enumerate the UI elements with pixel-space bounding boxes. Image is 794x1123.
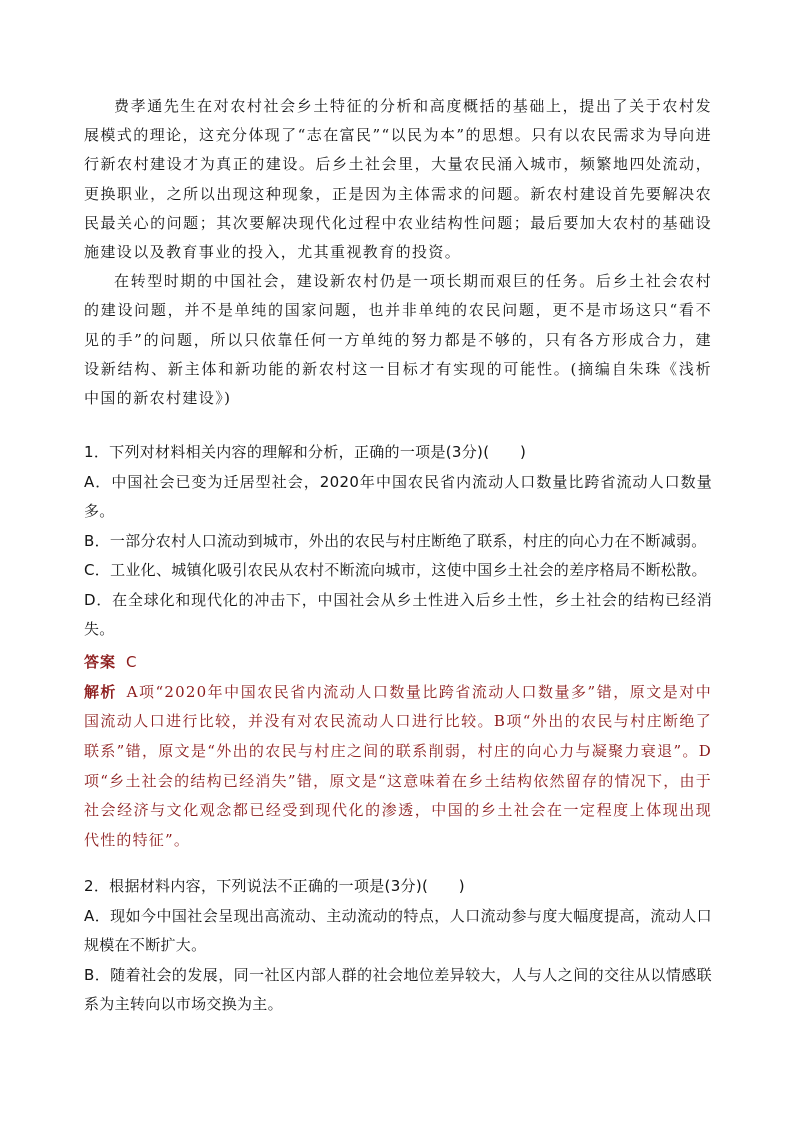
question-1-option-c: C．工业化、城镇化吸引农民从农村不断流向城市，这使中国乡土社会的差序格局不断松散。 xyxy=(84,561,707,579)
explanation-label: 解析 xyxy=(84,682,117,701)
question-1-option-b: B．一部分农村人口流动到城市，外出的农民与村庄断绝了联系，村庄的向心力在不断减弱。 xyxy=(84,531,707,550)
question-1-option-d: D．在全球化和现代化的冲击下，中国社会从乡土性进入后乡土性，乡土社会的结构已经消失。 xyxy=(84,590,712,638)
question-1-option-a: A．中国社会已变为迁居型社会，2020年中国农民省内流动人口数量比跨省流动人口数量多。 xyxy=(84,472,712,520)
passage xyxy=(84,92,712,413)
answer-label: 答案 xyxy=(84,652,117,671)
question-2-option-a: A．现如今中国社会呈现出高流动、主动流动的特点，人口流动参与度大幅度提高，流动人口规模在不断扩大。 xyxy=(84,906,712,954)
answer-value: C xyxy=(126,652,137,671)
explanation-text: A项“2020年中国农民省内流动人口数量比跨省流动人口数量多”错，原文是对中国流动人口进行比较，并没有对农民流动人口进行比较。B项“外出的农民与村庄断绝了联系”错，原文是“外出的农民与村庄之间的联系削弱，村庄的向心力与凝聚力衰退”。D项“乡土社会的结构已经消失”错，原文是“这意味着在乡土结构依然留存的情况下，由于社会经济与文化观念都已经受到现代化的渗透，中国的乡土社会在一定程度上体现出现代性的特征”。 xyxy=(84,682,712,850)
question-2 xyxy=(84,872,712,1020)
question-2-stem: 2．根据材料内容，下列说法不正确的一项是(3分)( ) xyxy=(84,877,465,895)
explanation xyxy=(84,678,712,856)
question-2-option-b: B．随着社会的发展，同一社区内部人群的社会地位差异较大，人与人之间的交往从以情感联系为主转向以市场交换为主。 xyxy=(84,965,712,1013)
passage-paragraph-1: 费孝通先生在对农村社会乡土特征的分析和高度概括的基础上，提出了关于农村发展模式的理论，这充分体现了“志在富民”“以民为本”的思想。只有以农民需求为导向进行新农村建设才为真正的建设。后乡土社会里，大量农民涌入城市，频繁地四处流动，更换职业，之所以出现这种现象，正是因为主体需求的问题。新农村建设首先要解决农民最关心的问题；其次要解决现代化过程中农业结构性问题；最后要加大农村的基础设施建设以及教育事业的投入，尤其重视教育的投资。 xyxy=(84,97,712,262)
passage-paragraph-2: 在转型时期的中国社会，建设新农村仍是一项长期而艰巨的任务。后乡土社会农村的建设问题，并不是单纯的国家问题，也并非单纯的农民问题，更不是市场这只“看不见的手”的问题，所以只依靠任何一方单纯的努力都是不够的，只有各方形成合力，建设新结构、新主体和新功能的新农村这一目标才有实现的可能性。(摘编自朱珠《浅析中国的新农村建设》) xyxy=(84,272,712,408)
question-1-stem: 1．下列对材料相关内容的理解和分析，正确的一项是(3分)( ) xyxy=(84,443,527,461)
question-1 xyxy=(84,438,712,856)
answer-line xyxy=(84,647,712,678)
